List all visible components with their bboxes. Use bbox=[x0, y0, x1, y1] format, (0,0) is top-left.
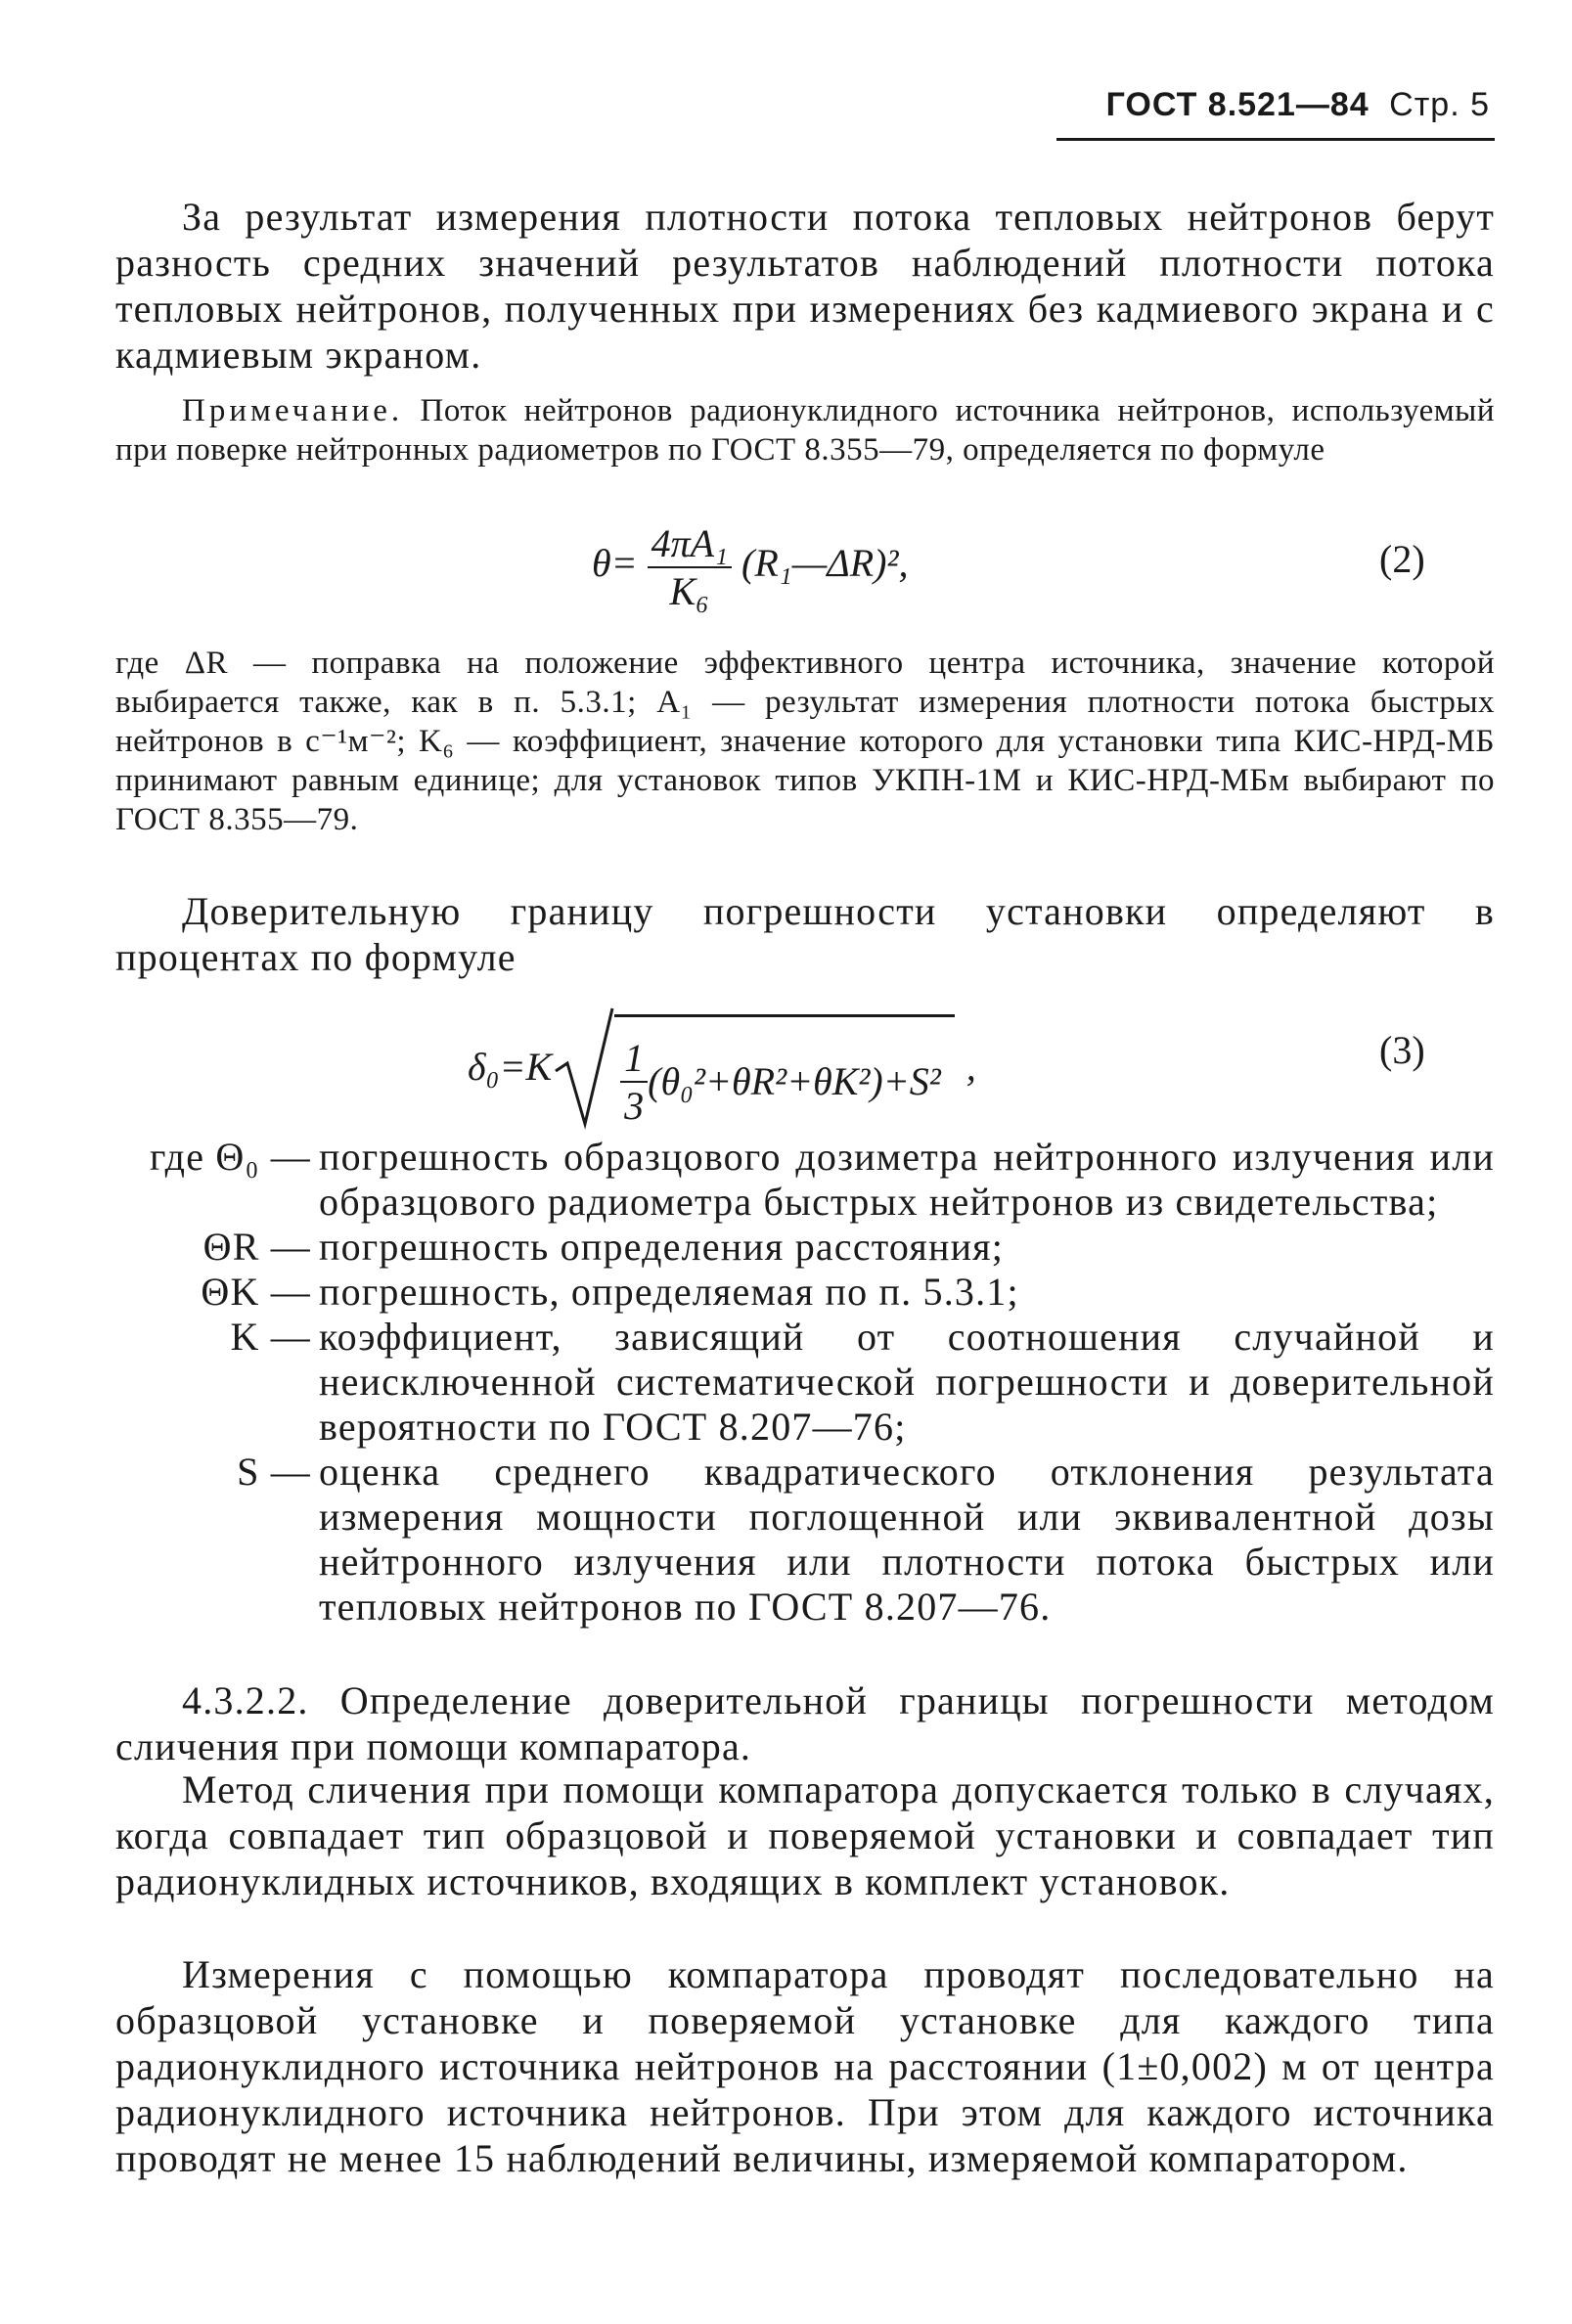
formula-2-fraction bbox=[648, 520, 732, 614]
page-number: Стр. 5 bbox=[1389, 86, 1490, 123]
where-description: погрешность образцового дозиметра нейтронного излучения или образцового радиометра быстрых нейтронов из свидетельства; bbox=[319, 1135, 1495, 1224]
where-item-K bbox=[115, 1315, 1495, 1450]
equation-number-2: (2) bbox=[1379, 537, 1425, 581]
formula-3-numerator: 1 bbox=[620, 1035, 648, 1083]
sqrt-sign-icon bbox=[552, 1003, 614, 1130]
formula-3-radicand bbox=[614, 1014, 955, 1129]
where-list bbox=[115, 1135, 1495, 1630]
paragraph-comparator-method: Метод сличения при помощи компаратора допускается только в случаях, когда совпадает тип образцовой и поверяемой установки и совпадает тип радионуклидных источников, входящих в комплект установок. bbox=[115, 1767, 1495, 1903]
formula-2-numerator: 4πA₁ bbox=[648, 520, 732, 568]
where-description: оценка среднего квадратического отклонения результата измерения мощности поглощенной или эквивалентной дозы нейтронного излучения или плотности потока быстрых или тепловых нейтронов по ГОСТ 8.207—76. bbox=[319, 1450, 1495, 1629]
formula-3-denominator: 3 bbox=[624, 1083, 645, 1128]
formula-3-rest: (θ₀²+θR²+θK²)+S² bbox=[648, 1059, 941, 1103]
paragraph-thermal-neutron-result: За результат измерения плотности потока тепловых нейтронов берут разность средних значений результатов наблюдений плотности потока тепловых нейтронов, полученных при измерениях без кадмиевого экрана и с кадмиевым экраном. bbox=[115, 195, 1495, 377]
where-description: погрешность определения расстояния; bbox=[319, 1225, 1005, 1269]
where-symbol: ΘR — bbox=[202, 1225, 311, 1269]
formula-3-fraction bbox=[620, 1035, 648, 1129]
paragraph-confidence-boundary: Доверительную границу погрешности установки определяют в процентах по формуле bbox=[115, 889, 1495, 979]
formula-2 bbox=[592, 520, 908, 614]
where-item-thetaK bbox=[115, 1270, 1495, 1315]
where-item-theta0 bbox=[115, 1135, 1495, 1225]
where-description: погрешность, определяемая по п. 5.3.1; bbox=[319, 1270, 1019, 1314]
where-symbol: S — bbox=[237, 1450, 311, 1494]
note-block bbox=[115, 391, 1495, 469]
page-header bbox=[1106, 86, 1490, 124]
formula-2-lhs: θ= bbox=[592, 541, 638, 586]
where-item-S bbox=[115, 1450, 1495, 1630]
formula-3-lhs: δ₀=K bbox=[468, 1044, 553, 1089]
paragraph-comparator-measurements: Измерения с помощью компаратора проводят последовательно на образцовой установке и поверяемой установке для каждого типа радионуклидного источника нейтронов на расстоянии (1±0,002) м от центра радионуклидного источника нейтронов. При этом для каждого источника проводят не менее 15 наблюдений величины, измеряемой компаратором. bbox=[115, 1952, 1495, 2180]
where-item-thetaR bbox=[115, 1225, 1495, 1270]
standard-number: ГОСТ 8.521—84 bbox=[1105, 86, 1370, 123]
note-text: Поток нейтронов радионуклидного источника нейтронов, используемый при поверке нейтронных радиометров по ГОСТ 8.355—79, определяется по формуле bbox=[115, 393, 1495, 468]
formula-3-tail: , bbox=[966, 1044, 976, 1089]
note-label: Примечание. bbox=[182, 393, 404, 428]
note-where-clause: где ΔR — поправка на положение эффективного центра источника, значение которой выбирается также, как в п. 5.3.1; A₁ — результат измерения плотности потока быстрых нейтронов в с⁻¹м⁻²; K₆ — коэффициент, значение которого для установки типа КИС-НРД-МБ принимают равным единице; для установок типов УКПН-1М и КИС-НРД-МБм выбирают по ГОСТ 8.355—79. bbox=[115, 646, 1495, 837]
header-rule bbox=[1056, 138, 1495, 141]
formula-2-denominator: K₆ bbox=[669, 569, 710, 613]
where-symbol: K — bbox=[230, 1315, 311, 1359]
formula-3 bbox=[468, 1003, 976, 1130]
where-symbol: ΘK — bbox=[201, 1270, 311, 1314]
equation-number-3: (3) bbox=[1379, 1028, 1425, 1072]
section-4-3-2-2: 4.3.2.2. Определение доверительной границы погрешности методом сличения при помощи компаратора. bbox=[115, 1678, 1495, 1768]
formula-2-rest: (R₁—ΔR)², bbox=[741, 541, 909, 586]
where-symbol: где Θ₀ — bbox=[150, 1135, 311, 1179]
where-description: коэффициент, зависящий от соотношения случайной и неисключенной систематической погрешности и доверительной вероятности по ГОСТ 8.207—76; bbox=[319, 1315, 1495, 1449]
